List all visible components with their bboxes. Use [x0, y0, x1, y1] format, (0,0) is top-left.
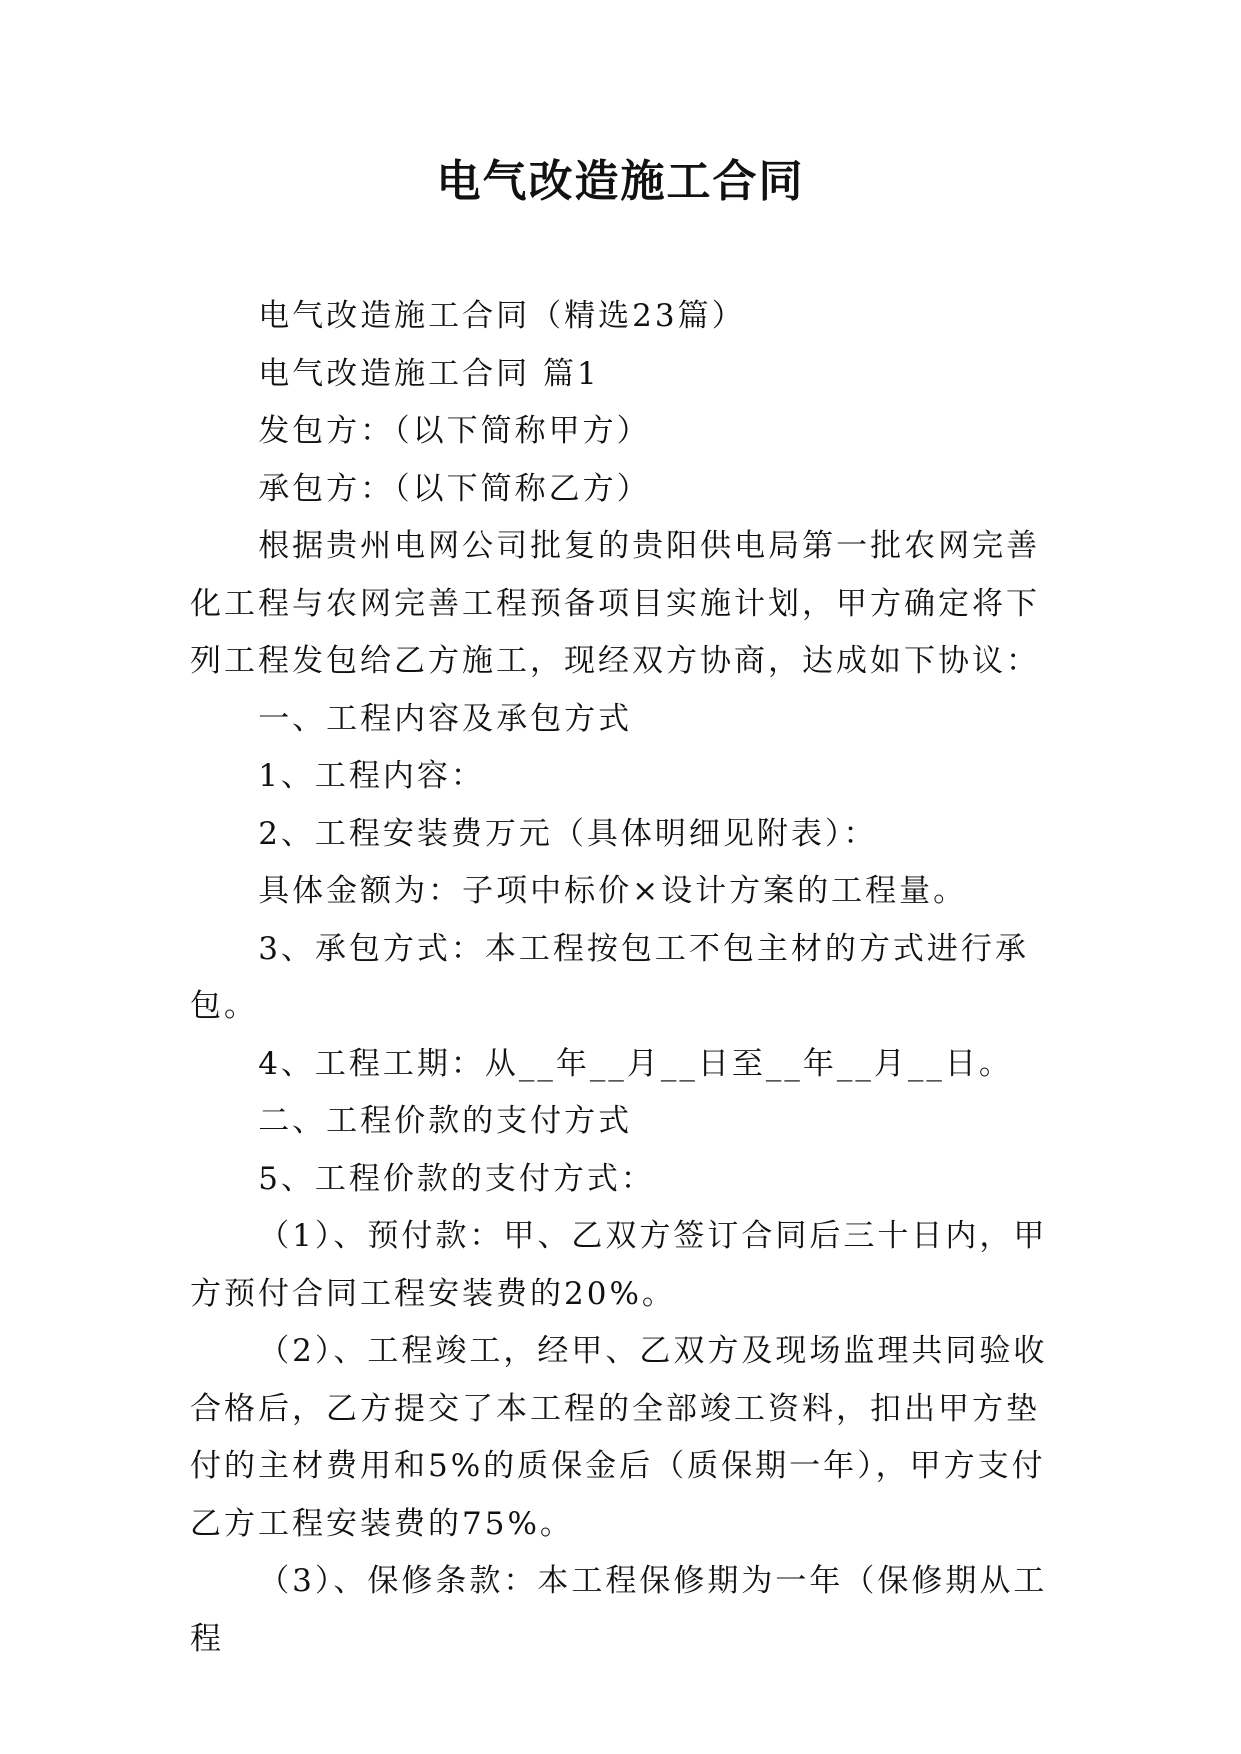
paragraph-item-1: 1、工程内容：	[258, 758, 485, 794]
paragraph-part-heading: 电气改造施工合同 篇1	[258, 355, 600, 392]
paragraph-item-4: 4、工程工期：从__年__月__日至__年__月__日。	[258, 1045, 1013, 1082]
paragraph-party-a: 发包方：（以下简称甲方）	[258, 413, 651, 449]
paragraph-item-2: 2、工程安装费万元（具体明细见附表）：	[258, 815, 878, 852]
paragraph-section-1: 一、工程内容及承包方式	[258, 700, 633, 737]
paragraph-warranty: （3）、保修条款：本工程保修期为一年（保修期从工程	[190, 1563, 1048, 1657]
paragraph-amount: 具体金额为：子项中标价×设计方案的工程量。	[258, 873, 968, 909]
paragraph-party-b: 承包方：（以下简称乙方）	[258, 470, 651, 507]
document-title: 电气改造施工合同	[436, 156, 805, 207]
paragraph-advance-payment: （1）、预付款：甲、乙双方签订合同后三十日内，甲方预付合同工程安装费的20%。	[190, 1218, 1048, 1312]
paragraph-section-2: 二、工程价款的支付方式	[258, 1103, 633, 1139]
document-body	[190, 288, 1070, 1668]
paragraph-item-5: 5、工程价款的支付方式：	[258, 1160, 655, 1197]
paragraph-preamble: 根据贵州电网公司批复的贵阳供电局第一批农网完善化工程与农网完善工程预备项目实施计划，甲方确定将下列工程发包给乙方施工，现经双方协商，达成如下协议：	[190, 528, 1041, 679]
paragraph-item-3: 3、承包方式：本工程按包工不包主材的方式进行承包。	[190, 930, 1029, 1024]
paragraph-intro: 电气改造施工合同（精选23篇）	[258, 298, 746, 334]
paragraph-completion-payment: （2）、工程竣工，经甲、乙双方及现场监理共同验收合格后，乙方提交了本工程的全部竣工资料，扣出甲方垫付的主材费用和5%的质保金后（质保期一年），甲方支付乙方工程安装费的75%。	[190, 1333, 1048, 1542]
